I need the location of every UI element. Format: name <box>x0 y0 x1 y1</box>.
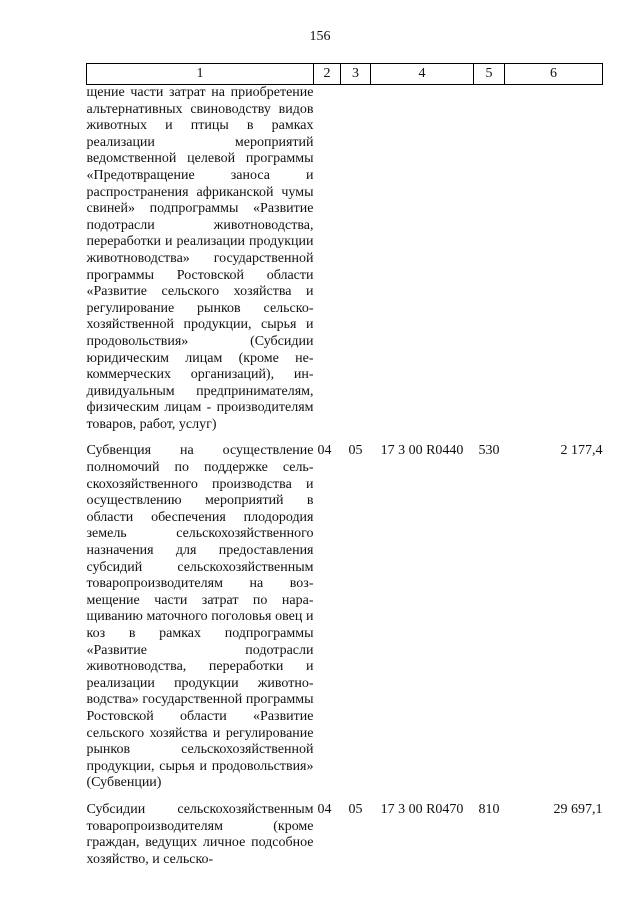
row-expense-type <box>474 85 505 434</box>
row-target-article: 17 3 00 R0470 <box>380 801 464 817</box>
table-row <box>87 85 603 434</box>
row-amount <box>505 85 603 434</box>
table-row <box>87 802 603 868</box>
row-section-code <box>314 85 341 434</box>
table-row <box>87 443 603 791</box>
row-expense-type: 810 <box>478 801 500 817</box>
row-subsection-code: 05 <box>348 443 363 459</box>
header-col-6: 6 <box>505 64 603 85</box>
row-section-code: 04 <box>317 443 332 459</box>
page-number: 156 <box>309 29 331 44</box>
header-col-3: 3 <box>341 64 371 85</box>
row-target-article: 17 3 00 R0440 <box>380 443 464 459</box>
header-col-1: 1 <box>87 64 314 85</box>
row-subsection-code: 05 <box>348 801 363 817</box>
row-description: Субсидии сельскохозяйственным товаропроизводителям (кроме граждан, ведущих личное подсобное хозяйство, и сельско- <box>86 801 314 867</box>
row-amount: 2 177,4 <box>560 443 603 459</box>
row-subsection-code <box>341 85 371 434</box>
header-col-4: 4 <box>371 64 474 85</box>
row-section-code: 04 <box>317 801 332 817</box>
row-description: щение части затрат на приобретение альтернативных свиноводству видов животных и птицы в рамках реализации мероприятий ведомственной целевой программы «Предотвращение заноса и распространения африканской чумы свиней» подпрограммы «Развитие подотрасли животноводства, переработки и реализации продукции животноводства» государственной программы Ростовской области «Развитие сельского хозяйства и регулирование рынков сельскохозяйственной продукции, сырья и продовольствия» (Субсидии юридическим лицам (кроме некоммерческих организаций), индивидуальным предпринимателям, физическим лицам - производителям товаров, работ, услуг) <box>86 85 314 432</box>
row-expense-type: 530 <box>478 443 500 459</box>
budget-table <box>86 63 603 868</box>
header-row <box>87 64 603 85</box>
row-target-article <box>371 85 474 434</box>
row-amount: 29 697,1 <box>553 801 603 817</box>
header-col-2: 2 <box>314 64 341 85</box>
header-col-5: 5 <box>474 64 505 85</box>
row-description: Субвенция на осуществление полномочий по поддержке сельскохозяйственного производства и осуществлению мероприятий в области обеспечения плодородия земель сельскохозяйственного назначения для предоставления субсидий сельскохозяйственным товаропроизводителям на возмещение части затрат по наращиванию маточного поголовья овец и коз в рамках подпрограммы «Развитие подотрасли животноводства, переработки и реализации продукции животноводства» государственной программы Ростовской области «Развитие сельского хозяйства и регулирование рынков сельскохозяйственной продукции, сырья и продовольствия» (Субвенции) <box>86 443 314 791</box>
